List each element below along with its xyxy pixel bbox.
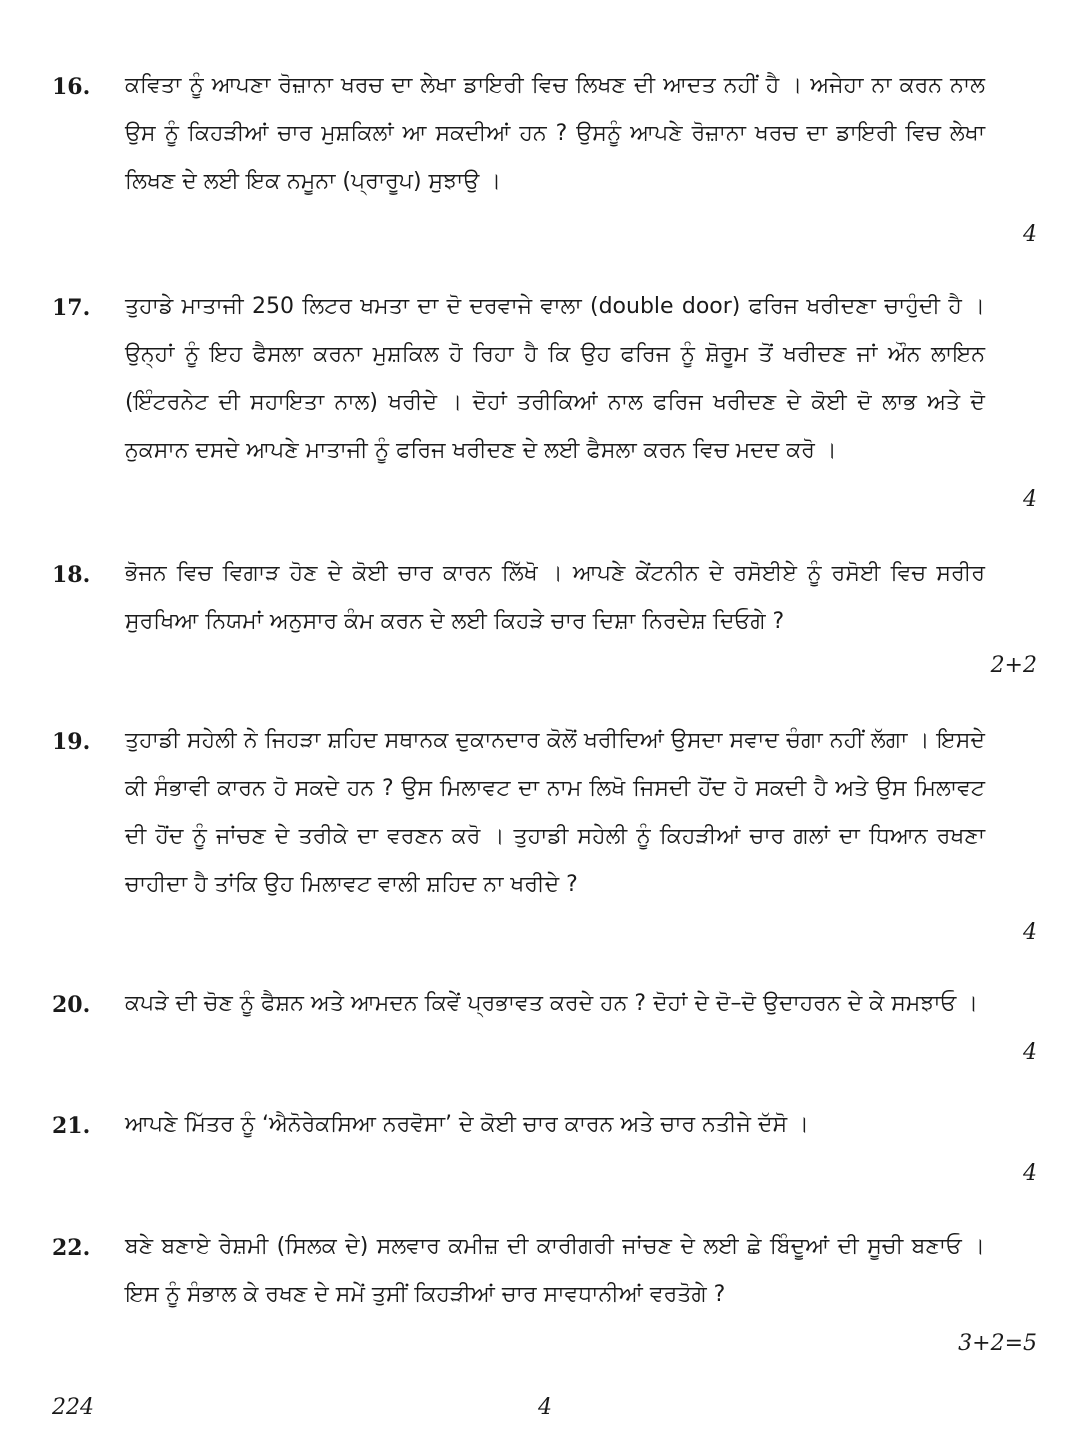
question-text: ਭੋਜਨ ਵਿਚ ਵਿਗਾੜ ਹੋਣ ਦੇ ਕੋਈ ਚਾਰ ਕਾਰਨ ਲਿੱਖੋ । ਆਪਣੇ ਕੇਂਟਨੀਨ ਦੇ ਰਸੋਈਏ ਨੂੰ ਰਸੋਈ ਵਿਚ ਸਰੀਰ ਸੁਰਖਿਆ ਨਿਯਮਾਂ ਅਨੁਸਾਰ ਕੰਮ ਕਰਨ ਦੇ ਲਈ ਕਿਹੜੇ ਚਾਰ ਦਿਸ਼ਾ ਨਿਰਦੇਸ਼ ਦਿਓਗੇ ? bbox=[125, 561, 985, 634]
question-16 bbox=[52, 72, 1037, 262]
question-marks: 4 bbox=[1023, 1161, 1037, 1186]
question-text: ਤੁਹਾਡੇ ਮਾਤਾਜੀ 250 ਲਿਟਰ ਖਮਤਾ ਦਾ ਦੋ ਦਰਵਾਜੇ ਵਾਲਾ (double door) ਫਰਿਜ ਖਰੀਦਣਾ ਚਾਹੁੰਦੀ ਹੈ । ਉਨ੍ਹਾਂ ਨੂੰ ਇਹ ਫੈਸਲਾ ਕਰਨਾ ਮੁਸ਼ਕਿਲ ਹੋ ਰਿਹਾ ਹੈ ਕਿ ਉਹ ਫਰਿਜ ਨੂੰ ਸ਼ੋਰੂਮ ਤੋਂ ਖਰੀਦਣ ਜਾਂ ਔਨ ਲਾਇਨ (ਇੰਟਰਨੇਟ ਦੀ ਸਹਾਇਤਾ ਨਾਲ) ਖਰੀਦੇ । ਦੋਹਾਂ ਤਰੀਕਿਆਂ ਨਾਲ ਫਰਿਜ ਖਰੀਦਣ ਦੇ ਕੋਈ ਦੋ ਲਾਭ ਅਤੇ ਦੋ ਨੁਕਸਾਨ ਦਸਦੇ ਆਪਣੇ ਮਾਤਾਜੀ ਨੂੰ ਫਰਿਜ ਖਰੀਦਣ ਦੇ ਲਈ ਫੈਸਲਾ ਕਰਨ ਵਿਚ ਮਦਦ ਕਰੋ । bbox=[125, 294, 985, 463]
question-text: ਤੁਹਾਡੀ ਸਹੇਲੀ ਨੇ ਜਿਹੜਾ ਸ਼ਹਿਦ ਸਥਾਨਕ ਦੁਕਾਨਦਾਰ ਕੋਲੋਂ ਖਰੀਦਿਆਂ ਉਸਦਾ ਸਵਾਦ ਚੰਗਾ ਨਹੀਂ ਲੱਗਾ । ਇਸਦੇ ਕੀ ਸੰਭਾਵੀ ਕਾਰਨ ਹੋ ਸਕਦੇ ਹਨ ? ਉਸ ਮਿਲਾਵਟ ਦਾ ਨਾਮ ਲਿਖੋ ਜਿਸਦੀ ਹੋਂਦ ਹੋ ਸਕਦੀ ਹੈ ਅਤੇ ਉਸ ਮਿਲਾਵਟ ਦੀ ਹੋਂਦ ਨੂੰ ਜਾਂਚਣ ਦੇ ਤਰੀਕੇ ਦਾ ਵਰਣਨ ਕਰੋ । ਤੁਹਾਡੀ ਸਹੇਲੀ ਨੂੰ ਕਿਹੜੀਆਂ ਚਾਰ ਗਲਾਂ ਦਾ ਧਿਆਨ ਰਖਣਾ ਚਾਹੀਦਾ ਹੈ ਤਾਂਕਿ ਉਹ ਮਿਲਾਵਟ ਵਾਲੀ ਸ਼ਹਿਦ ਨਾ ਖਰੀਦੇ ? bbox=[125, 728, 985, 897]
question-text: ਆਪਣੇ ਮਿੱਤਰ ਨੂੰ ‘ਐਨੋਰੇਕਸਿਆ ਨਰਵੋਸਾ’ ਦੇ ਕੋਈ ਚਾਰ ਕਾਰਨ ਅਤੇ ਚਾਰ ਨਤੀਜੇ ਦੱਸੋ । bbox=[125, 1112, 810, 1137]
question-19 bbox=[52, 727, 1037, 967]
question-21 bbox=[52, 1111, 1037, 1191]
question-number: 20. bbox=[52, 992, 91, 1018]
question-marks: 4 bbox=[1023, 487, 1037, 512]
question-marks: 4 bbox=[1023, 920, 1037, 945]
question-22 bbox=[52, 1233, 1037, 1363]
question-text: ਕਵਿਤਾ ਨੂੰ ਆਪਣਾ ਰੋਜ਼ਾਨਾ ਖਰਚ ਦਾ ਲੇਖਾ ਡਾਇਰੀ ਵਿਚ ਲਿਖਣ ਦੀ ਆਦਤ ਨਹੀਂ ਹੈ । ਅਜੇਹਾ ਨਾ ਕਰਨ ਨਾਲ ਉਸ ਨੂੰ ਕਿਹੜੀਆਂ ਚਾਰ ਮੁਸ਼ਕਿਲਾਂ ਆ ਸਕਦੀਆਂ ਹਨ ? ਉਸਨੂੰ ਆਪਣੇ ਰੋਜ਼ਾਨਾ ਖਰਚ ਦਾ ਡਾਇਰੀ ਵਿਚ ਲੇਖਾ ਲਿਖਣ ਦੇ ਲਈ ਇਕ ਨਮੂਨਾ (ਪ੍ਰਾਰੂਪ) ਸੁਝਾਉ । bbox=[125, 73, 985, 194]
question-17 bbox=[52, 293, 1037, 533]
question-20 bbox=[52, 990, 1037, 1070]
question-text: ਬਣੇ ਬਣਾਏ ਰੇਸ਼ਮੀ (ਸਿਲਕ ਦੇ) ਸਲਵਾਰ ਕਮੀਜ਼ ਦੀ ਕਾਰੀਗਰੀ ਜਾਂਚਣ ਦੇ ਲਈ ਛੇ ਬਿੰਦੂਆਂ ਦੀ ਸੂਚੀ ਬਣਾਓ । ਇਸ ਨੂੰ ਸੰਭਾਲ ਕੇ ਰਖਣ ਦੇ ਸਮੇਂ ਤੁਸੀਂ ਕਿਹੜੀਆਂ ਚਾਰ ਸਾਵਧਾਨੀਆਂ ਵਰਤੋਗੇ ? bbox=[125, 1234, 985, 1307]
question-number: 19. bbox=[52, 729, 91, 755]
paper-code: 224 bbox=[52, 1395, 94, 1420]
question-number: 16. bbox=[52, 74, 91, 100]
question-marks: 3+2=5 bbox=[958, 1331, 1037, 1356]
question-number: 21. bbox=[52, 1113, 91, 1139]
question-marks: 4 bbox=[1023, 222, 1037, 247]
question-marks: 4 bbox=[1023, 1040, 1037, 1065]
question-text: ਕਪੜੇ ਦੀ ਚੋਣ ਨੂੰ ਫੈਸ਼ਨ ਅਤੇ ਆਮਦਨ ਕਿਵੇਂ ਪ੍ਰਭਾਵਤ ਕਰਦੇ ਹਨ ? ਦੋਹਾਂ ਦੇ ਦੋ–ਦੋ ਉਦਾਹਰਨ ਦੇ ਕੇ ਸਮਝਾਓ । bbox=[125, 991, 979, 1016]
page-number: 4 bbox=[538, 1395, 552, 1420]
question-number: 17. bbox=[52, 295, 91, 321]
question-number: 18. bbox=[52, 562, 91, 588]
question-18 bbox=[52, 560, 1037, 690]
question-number: 22. bbox=[52, 1235, 91, 1261]
question-marks: 2+2 bbox=[990, 653, 1037, 678]
